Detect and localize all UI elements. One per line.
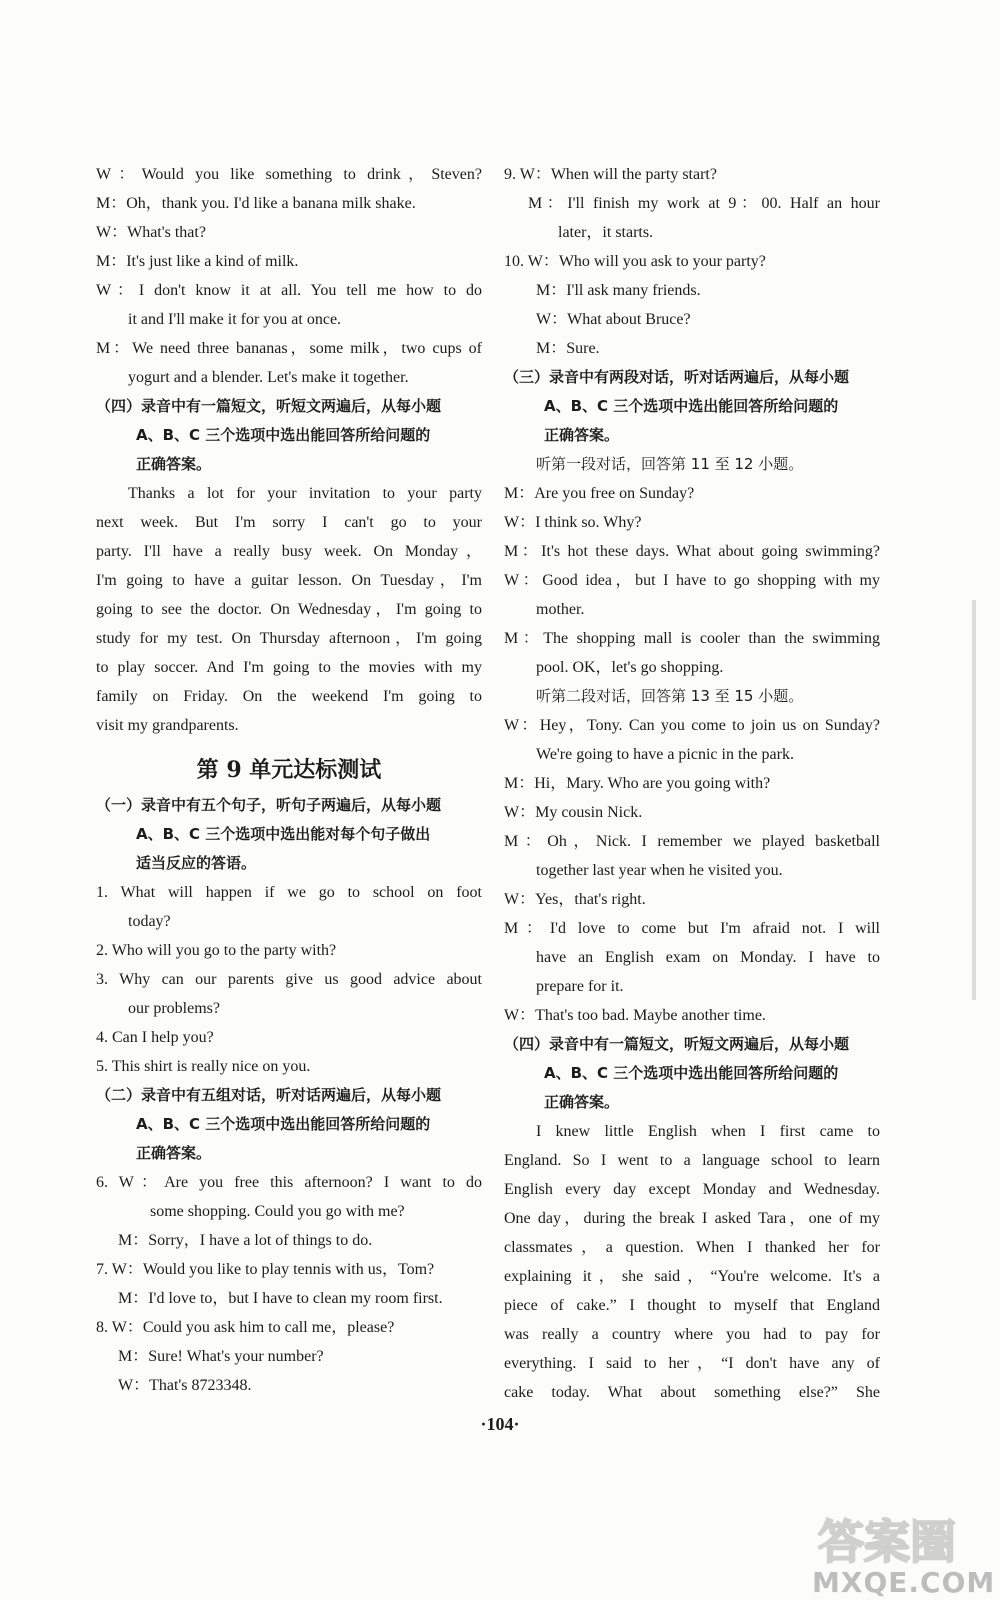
passage-line: Thanks a lot for your invitation to your party bbox=[128, 485, 482, 502]
dialog-line: mother. bbox=[536, 601, 585, 618]
passage-line: party. I'll have a really busy week. On Monday， bbox=[96, 543, 482, 560]
dialog-line: W：Hey，Tony. Can you come to join us on Sunday? bbox=[504, 717, 880, 734]
dialog-line: W：My cousin Nick. bbox=[504, 804, 643, 821]
section-header: 正确答案。 bbox=[136, 1144, 212, 1162]
dialog-line: have an English exam on Monday. I have to bbox=[536, 949, 880, 966]
right-column bbox=[504, 160, 880, 1407]
dialog-line: M：Hi，Mary. Who are you going with? bbox=[504, 775, 771, 792]
question-line: 5. This shirt is really nice on you. bbox=[96, 1058, 311, 1075]
instruction-note: 听第二段对话，回答第 13 至 15 小题。 bbox=[536, 687, 804, 705]
question-line: 2. Who will you go to the party with? bbox=[96, 942, 337, 959]
dialog-line: M：The shopping mall is cooler than the swimming bbox=[504, 630, 880, 647]
section-header: A、B、C 三个选项中选出能回答所给问题的 bbox=[136, 426, 431, 444]
dialog-line: W：Yes，that's right. bbox=[504, 891, 646, 908]
section-header: 正确答案。 bbox=[136, 455, 212, 473]
dialog-line: 6. W：Are you free this afternoon? I want to do bbox=[96, 1174, 482, 1191]
dialog-line: W：Would you like something to drink，Steven? bbox=[96, 166, 482, 183]
dialog-line: W：I don't know it at all. You tell me how to do bbox=[96, 282, 482, 299]
dialog-line: 10. W：Who will you ask to your party? bbox=[504, 253, 766, 270]
section-header: A、B、C 三个选项中选出能回答所给问题的 bbox=[544, 397, 839, 415]
dialog-line: M：I'll ask many friends. bbox=[536, 282, 701, 299]
dialog-line: 7. W：Would you like to play tennis with us，Tom? bbox=[96, 1261, 435, 1278]
dialog-line: it and I'll make it for you at once. bbox=[128, 311, 342, 328]
dialog-line: later，it starts. bbox=[558, 224, 654, 241]
passage-line: English every day except Monday and Wednesday. bbox=[504, 1181, 880, 1198]
passage-line: visit my grandparents. bbox=[96, 717, 239, 734]
dialog-line: W：What's that? bbox=[96, 224, 206, 241]
passage-line: going to see the doctor. On Wednesday，I'm going to bbox=[96, 601, 482, 618]
passage-line: everything. I said to her，“I don't have any of bbox=[504, 1355, 880, 1372]
dialog-line: yogurt and a blender. Let's make it together. bbox=[128, 369, 409, 386]
dialog-line: pool. OK，let's go shopping. bbox=[536, 659, 724, 676]
passage-line: explaining it，she said，“You're welcome. It's a bbox=[504, 1268, 880, 1285]
passage-line: piece of cake.” I thought to myself that England bbox=[504, 1297, 880, 1314]
question-line: 4. Can I help you? bbox=[96, 1029, 214, 1046]
section-header: （四）录音中有一篇短文，听短文两遍后，从每小题 bbox=[96, 397, 442, 415]
dialog-line: M：Sure. bbox=[536, 340, 600, 357]
question-line: 1. What will happen if we go to school on foot bbox=[96, 884, 482, 901]
passage-line: was really a country where you had to pay for bbox=[504, 1326, 880, 1343]
dialog-line: some shopping. Could you go with me? bbox=[150, 1203, 405, 1220]
dialog-line: M：Oh，Nick. I remember we played basketball bbox=[504, 833, 880, 850]
dialog-line: M：We need three bananas，some milk，two cups of bbox=[96, 340, 482, 357]
dialog-line: W：That's too bad. Maybe another time. bbox=[504, 1007, 766, 1024]
passage-line: classmates，a question. When I thanked her for bbox=[504, 1239, 880, 1256]
dialog-line: W：I think so. Why? bbox=[504, 514, 642, 531]
passage-line: study for my test. On Thursday afternoon，I'm going bbox=[96, 630, 482, 647]
section-header: 适当反应的答语。 bbox=[136, 854, 257, 872]
question-line: our problems? bbox=[128, 1000, 220, 1017]
section-header: （二）录音中有五组对话，听对话两遍后，从每小题 bbox=[96, 1086, 442, 1104]
dialog-line: W：What about Bruce? bbox=[536, 311, 691, 328]
section-header: 正确答案。 bbox=[544, 1093, 620, 1111]
dialog-line: M：Sure! What's your number? bbox=[118, 1348, 324, 1365]
dialog-line: together last year when he visited you. bbox=[536, 862, 783, 879]
page-number: ·104· bbox=[480, 1414, 520, 1434]
dialog-line: prepare for it. bbox=[536, 978, 624, 995]
question-line: today? bbox=[128, 913, 171, 930]
watermark-text: 答案圈 bbox=[818, 1515, 956, 1569]
passage-line: One day，during the break I asked Tara，one of my bbox=[504, 1210, 880, 1227]
section-header: A、B、C 三个选项中选出能对每个句子做出 bbox=[136, 825, 431, 843]
dialog-line: 8. W：Could you ask him to call me，please? bbox=[96, 1319, 395, 1336]
dialog-line: M：I'd love to come but I'm afraid not. I will bbox=[504, 920, 880, 937]
left-column bbox=[96, 160, 482, 1400]
passage-line: I'm going to have a guitar lesson. On Tuesday，I'm bbox=[96, 572, 482, 589]
question-line: 3. Why can our parents give us good advice about bbox=[96, 971, 482, 988]
section-header: 正确答案。 bbox=[544, 426, 620, 444]
dialog-line: M：Sorry，I have a lot of things to do. bbox=[118, 1232, 373, 1249]
passage-line: next week. But I'm sorry I can't go to your bbox=[96, 514, 482, 531]
section-header: （三）录音中有两段对话，听对话两遍后，从每小题 bbox=[504, 368, 850, 386]
passage-line: to play soccer. And I'm going to the movies with my bbox=[96, 659, 482, 676]
section-header: （四）录音中有一篇短文，听短文两遍后，从每小题 bbox=[504, 1035, 850, 1053]
unit-title: 第 9 单元达标测试 bbox=[196, 757, 382, 783]
dialog-line: M：Are you free on Sunday? bbox=[504, 485, 695, 502]
dialog-line: M：Oh，thank you. I'd like a banana milk shake. bbox=[96, 195, 416, 212]
watermark-url: MXQE.COM bbox=[812, 1566, 996, 1599]
passage-line: England. So I went to a language school to learn bbox=[504, 1152, 880, 1169]
section-header: A、B、C 三个选项中选出能回答所给问题的 bbox=[136, 1115, 431, 1133]
dialog-line: W：Good idea，but I have to go shopping with my bbox=[504, 572, 880, 589]
dialog-line: 9. W：When will the party start? bbox=[504, 166, 717, 183]
dialog-line: M：I'd love to，but I have to clean my room first. bbox=[118, 1290, 443, 1307]
passage-line: I knew little English when I first came to bbox=[536, 1123, 880, 1140]
dialog-line: M：It's just like a kind of milk. bbox=[96, 253, 299, 270]
dialog-line: We're going to have a picnic in the park. bbox=[536, 746, 794, 763]
dialog-line: W：That's 8723348. bbox=[118, 1377, 252, 1394]
section-header: （一）录音中有五个句子，听句子两遍后，从每小题 bbox=[96, 796, 442, 814]
passage-line: cake today. What about something else?” She bbox=[504, 1384, 880, 1401]
section-header: A、B、C 三个选项中选出能回答所给问题的 bbox=[544, 1064, 839, 1082]
page-edge-shadow bbox=[972, 600, 976, 1000]
instruction-note: 听第一段对话，回答第 11 至 12 小题。 bbox=[536, 455, 804, 473]
dialog-line: M：It's hot these days. What about going swimming? bbox=[504, 543, 880, 560]
dialog-line: M：I'll finish my work at 9：00. Half an hour bbox=[528, 195, 880, 212]
passage-line: family on Friday. On the weekend I'm going to bbox=[96, 688, 482, 705]
